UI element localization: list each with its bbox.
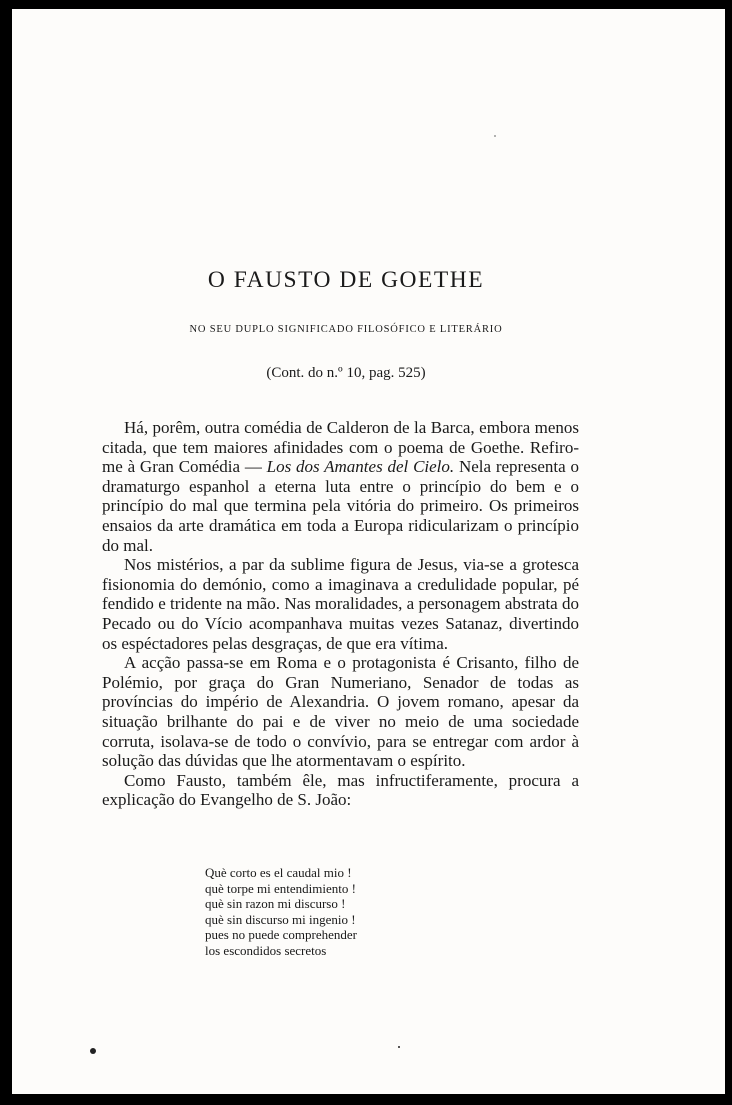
paragraph-3: A acção passa-se em Roma e o protagonista é Crisanto, filho de Polémio, por graça do Gran Numeriano, Senador de todas as províncias do império de Alexandria. O jovem romano, apesar da situação brilhante do pai e de viver no meio de uma sociedade corruta, isolava-se de todo o convívio, para se entregar com ardor à solução das dúvidas que lhe atormentavam o espírito. — [102, 653, 579, 771]
paragraph-1 — [102, 418, 579, 555]
ink-speck — [90, 1048, 96, 1054]
verse-line: què sin razon mi discurso ! — [205, 896, 346, 911]
article-title: O FAUSTO DE GOETHE — [207, 267, 485, 293]
paragraph-4: Como Fausto, também êle, mas infructiferamente, procura a explicação do Evangelho de S. João: — [102, 770, 579, 810]
paragraph-2: Nos mistérios, a par da sublime figura de Jesus, via-se a grotesca fisionomia do demónio, como a imaginava a credulidade popular, pé fendido e tridente na mão. Nas moralidades, a personagem abstrata do Pecado ou do Vício acompanhava muitas vezes Satanaz, divertindo os espéctadores pelas desgraças, de que era vítima. — [102, 555, 579, 653]
article-body — [102, 418, 579, 810]
verse-line: pues no puede comprehender — [205, 927, 357, 942]
continuation-note: (Cont. do n.º 10, pag. 525) — [266, 365, 426, 381]
verse-line: què sin discurso mi ingenio ! — [205, 911, 356, 927]
paragraph-1-text-b: Nela representa o dramaturgo espanhol a eterna luta entre o princípio do bem e o princípio do mal que termina pela vitória do primeiro. Os primeiros ensaios da arte dramática em toda a Europa ridicularizam o princípio do mal. — [102, 457, 579, 555]
verse-quote — [205, 865, 357, 958]
verse-line: Què corto es el caudal mio ! — [205, 865, 352, 880]
paragraph-1-text-a: Há, porêm, outra comédia de Calderon de la Barca, embora menos citada, que tem maiores afinidades com o poema de Goethe. Refiro-me à Gran Comédia — — [102, 418, 579, 477]
article-subtitle: NO SEU DUPLO SIGNIFICADO FILOSÓFICO E LITERÁRIO — [189, 324, 503, 335]
document-page — [12, 9, 725, 1094]
verse-line: los escondidos secretos — [205, 942, 327, 958]
ink-speck — [398, 1046, 400, 1048]
verse-line: què torpe mi entendimiento ! — [205, 880, 356, 896]
play-title-italic: Los dos Amantes del Cielo. — [266, 457, 455, 477]
ink-speck — [494, 135, 496, 137]
